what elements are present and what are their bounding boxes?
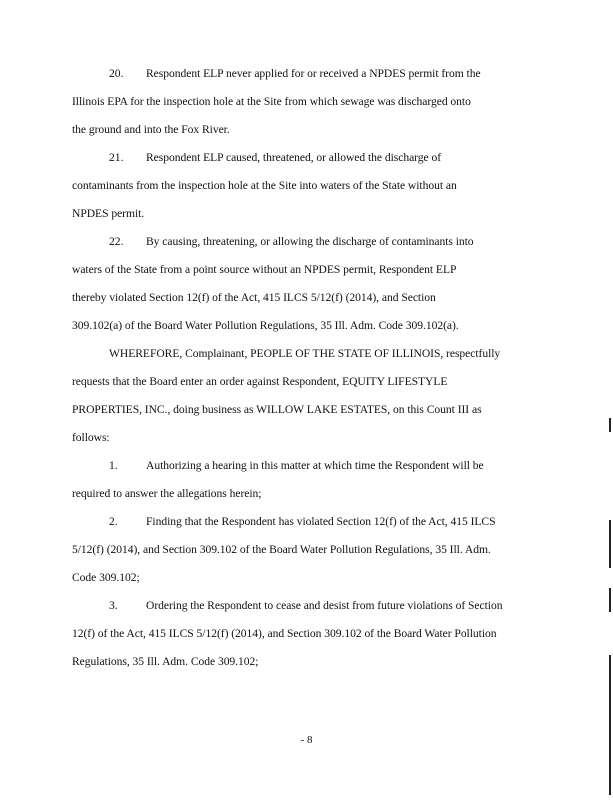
paragraph-line: thereby violated Section 12(f) of the Act, 415 ILCS 5/12(f) (2014), and Section [72,291,436,304]
paragraph-line: Regulations, 35 Ill. Adm. Code 309.102; [72,655,259,668]
paragraph-line: Respondent ELP never applied for or received a NPDES permit from the [146,67,481,80]
paragraph-number: 20. [109,67,124,80]
paragraph-line: PROPERTIES, INC., doing business as WILLOW LAKE ESTATES, on this Count III as [72,403,482,416]
list-item-number: 2. [109,515,118,528]
paragraph-line: Illinois EPA for the inspection hole at the Site from which sewage was discharged onto [72,95,471,108]
scan-edge-mark [609,588,611,612]
paragraph-line: 5/12(f) (2014), and Section 309.102 of the Board Water Pollution Regulations, 35 Ill. Adm. [72,543,491,556]
paragraph-line: contaminants from the inspection hole at the Site into waters of the State without an [72,179,457,192]
paragraph-line: 12(f) of the Act, 415 ILCS 5/12(f) (2014), and Section 309.102 of the Board Water Pollution [72,627,497,640]
paragraph-line: Finding that the Respondent has violated Section 12(f) of the Act, 415 ILCS [146,515,496,528]
paragraph-number: 22. [109,235,124,248]
list-item-number: 1. [109,459,118,472]
paragraph-line: the ground and into the Fox River. [72,123,230,136]
paragraph-line: required to answer the allegations herein; [72,487,262,500]
list-item-number: 3. [109,599,118,612]
paragraph-line: waters of the State from a point source without an NPDES permit, Respondent ELP [72,263,457,276]
paragraph-line: By causing, threatening, or allowing the discharge of contaminants into [146,235,474,248]
scan-edge-mark [609,418,611,432]
page-number: - 8 [300,734,313,746]
paragraph-line: Respondent ELP caused, threatened, or allowed the discharge of [146,151,442,164]
paragraph-line: Code 309.102; [72,571,140,584]
scan-edge-mark [609,655,611,795]
paragraph-line: WHEREFORE, Complainant, PEOPLE OF THE STATE OF ILLINOIS, respectfully [109,347,501,360]
scan-edge-mark [609,520,611,568]
paragraph-line: requests that the Board enter an order against Respondent, EQUITY LIFESTYLE [72,375,448,388]
paragraph-line: follows: [72,431,110,444]
paragraph-line: 309.102(a) of the Board Water Pollution Regulations, 35 Ill. Adm. Code 309.102(a). [72,319,459,332]
paragraph-line: NPDES permit. [72,207,145,220]
paragraph-line: Ordering the Respondent to cease and desist from future violations of Section [146,599,503,612]
paragraph-line: Authorizing a hearing in this matter at which time the Respondent will be [146,459,484,472]
paragraph-number: 21. [109,151,124,164]
